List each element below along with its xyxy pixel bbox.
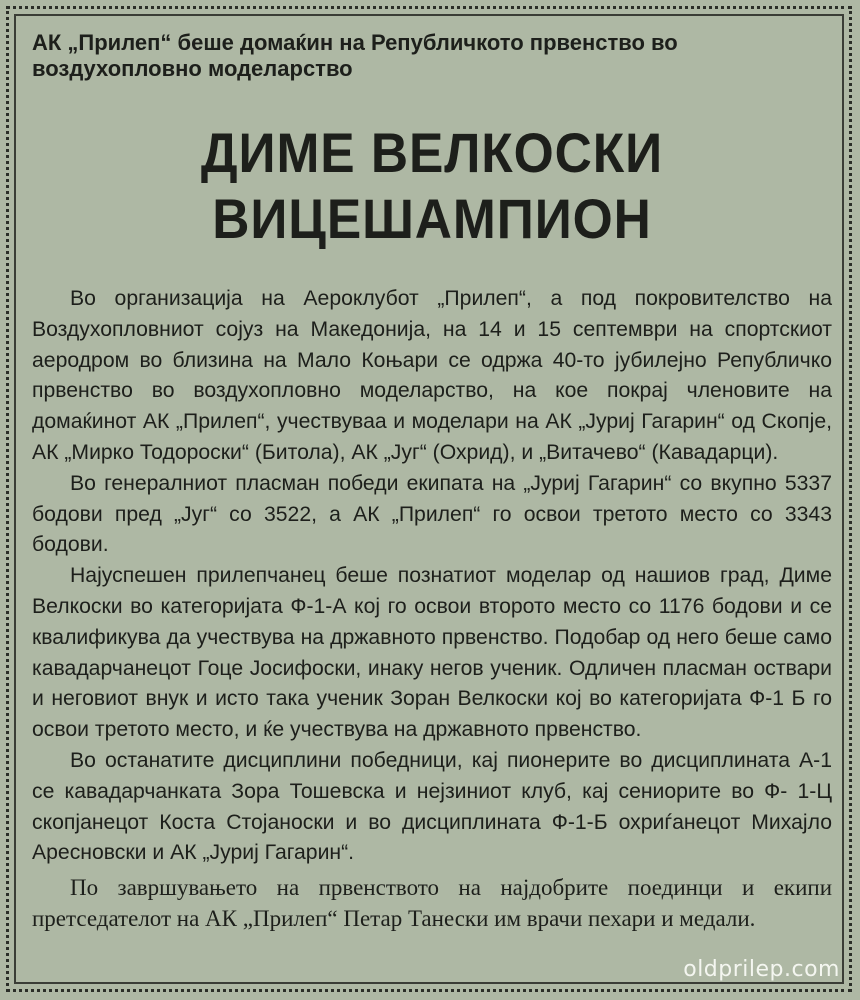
article-kicker: АК „Прилеп“ беше домаќин на Републичкото првенство во воздухопловно моделарство xyxy=(32,30,678,81)
paragraph-2: Во генералниот пласман победи екипата на „Јуриј Гагарин“ со вкупно 5337 бодови пред „Југ“ со 3522, а АК „Прилеп“ го освои третото место со 3343 бодови. xyxy=(32,471,832,557)
watermark: oldprilep.com xyxy=(683,957,840,982)
paragraph-1: Во организација на Аероклубот „Прилеп“, а под покровителство на Воздухопловниот сојуз на Македонија, на 14 и 15 септември на спортскиот аеродром во близина на Мало Коњари се одржа 40-то јубилејно Републичко првенство во воздухопловно моделарство, на кое покрај членовите на домаќинот АК „Прилеп“, учествуваа и моделари на АК „Јуриј Гагарин“ од Скопје, АК „Мирко Тодороски“ (Битола), АК „Југ“ (Охрид), и „Витачево“ (Кавадарци). xyxy=(32,287,832,464)
paragraph-4: Во останатите дисциплини победници, кај пионерите во дисциплината А-1 се кавадарчанката Зора Тошевска и нејзиниот клуб, кај сениорите во Ф- 1-Ц скопјанецот Коста Стојаноски и во дисциплината Ф-1-Б охриѓанецот Михајло Аресновски и АК „Јуриј Гагарин“. xyxy=(32,748,832,865)
article-headline xyxy=(64,120,800,252)
headline-line-1: ДИМЕ ВЕЛКОСКИ xyxy=(200,121,664,184)
paragraph-3: Најуспешен прилепчанец беше познатиот моделар од нашиов град, Диме Велкоски во категоријата Ф-1-А кој го освои второто место со 1176 бодови и се квалификува да учествува на државното првенство. Подобар од него беше само кавадарчанецот Гоце Јосифоски, инаку негов ученик. Одличен пласман оствари и неговиот внук и исто така ученик Зоран Велкоски кој во категоријата Ф-1 Б го освои третото место, и ќе учествува на државното првенство. xyxy=(32,564,832,742)
paragraph-5: По завршувањето на првенството на најдобрите поединци и екипи претседателот на АК „Прилеп“ Петар Танески им врачи пехари и медали. xyxy=(32,875,832,931)
article-body xyxy=(32,284,832,935)
article xyxy=(32,30,832,935)
headline-line-2: ВИЦЕШАМПИОН xyxy=(212,187,652,250)
